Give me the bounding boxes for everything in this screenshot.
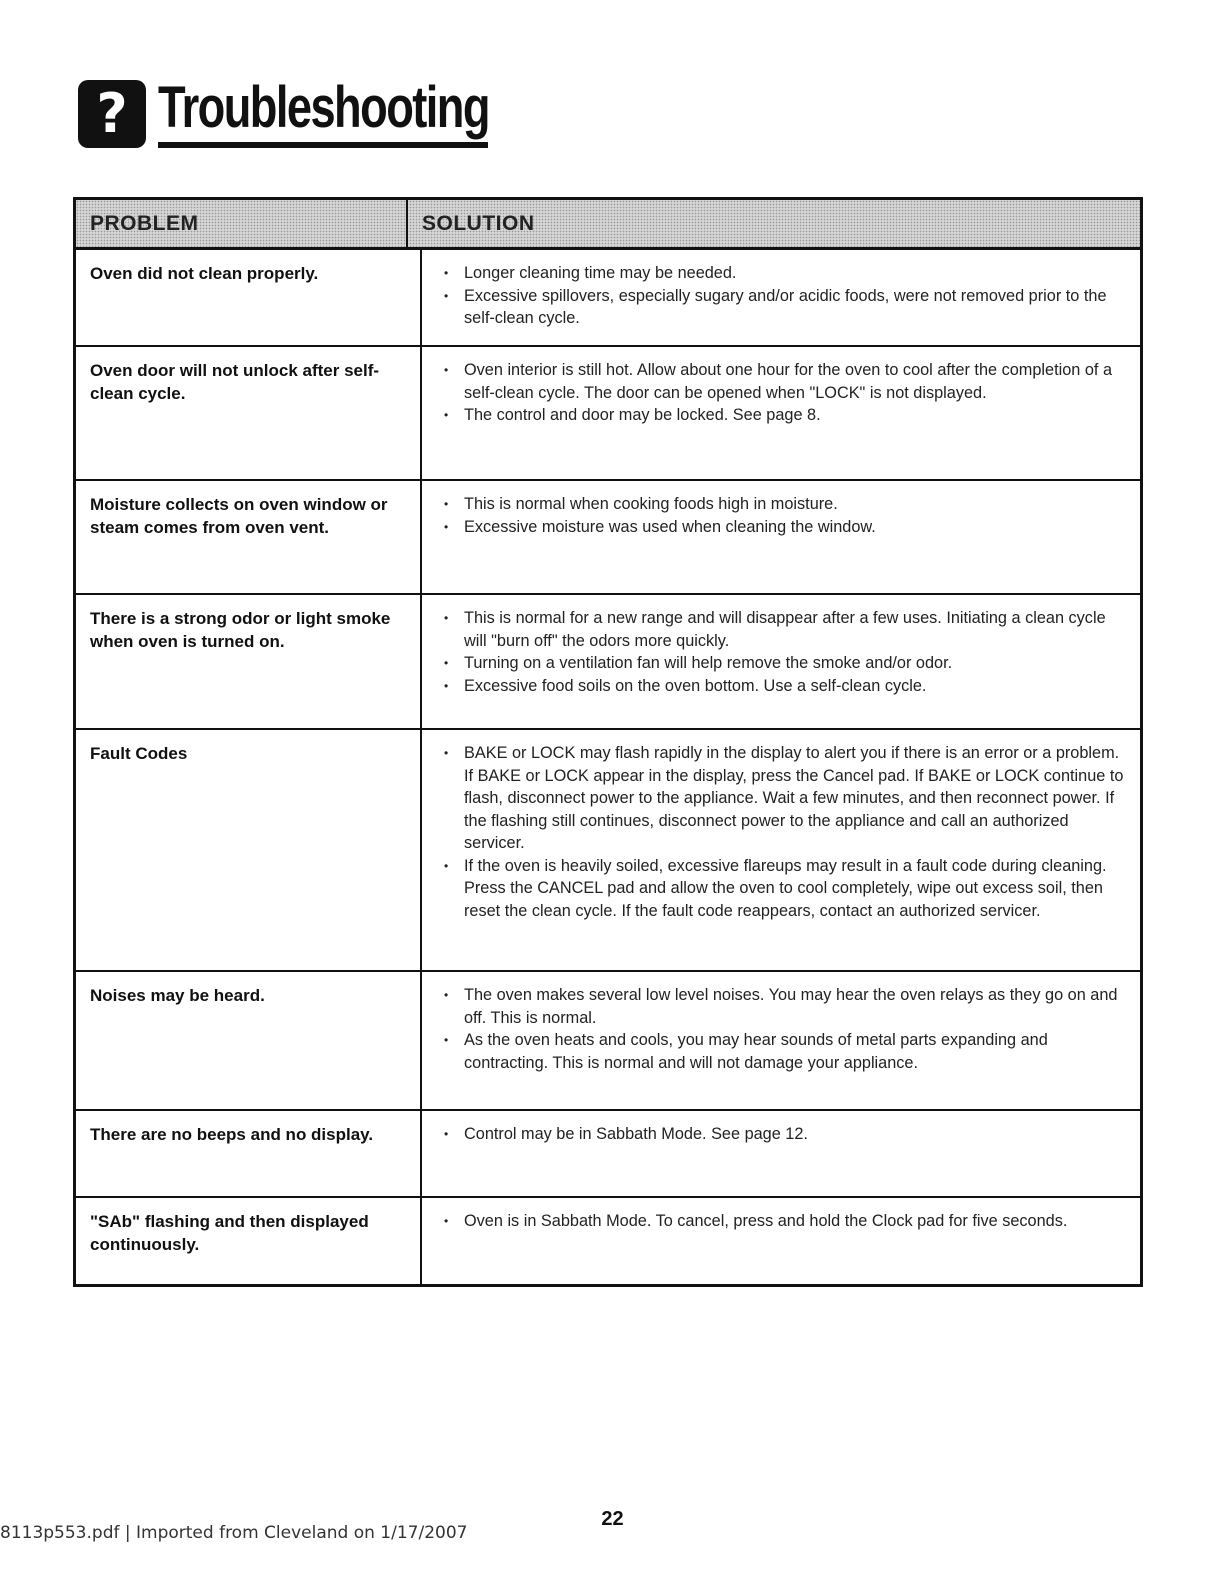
solution-list — [442, 607, 1130, 697]
solution-list — [442, 1210, 1130, 1233]
table-row — [76, 347, 1140, 481]
table-header — [76, 200, 1140, 250]
page-number: 22 — [601, 1508, 624, 1530]
question-mark-icon: ? — [78, 80, 146, 148]
solution-item: • Oven interior is still hot. Allow about one hour for the oven to cool after the completion of a self-clean cycle. The door can be opened when "LOCK" is not displayed. — [442, 359, 1130, 404]
troubleshooting-table — [73, 197, 1143, 1287]
problem-cell: Fault Codes — [76, 730, 422, 970]
solution-list — [442, 359, 1130, 427]
solution-cell — [422, 1111, 1140, 1196]
table-row — [76, 730, 1140, 972]
solution-cell — [422, 972, 1140, 1109]
solution-cell — [422, 730, 1140, 970]
table-row — [76, 1198, 1140, 1284]
problem-cell: Moisture collects on oven window or steam comes from oven vent. — [76, 481, 422, 593]
solution-list — [442, 1123, 1130, 1146]
solution-list — [442, 262, 1130, 330]
solution-item: • If the oven is heavily soiled, excessive flareups may result in a fault code during cleaning. Press the CANCEL pad and allow the oven to cool completely, wipe out excess soil, then reset the clean cycle. If the fault code reappears, contact an authorized servicer. — [442, 855, 1130, 923]
table-row — [76, 972, 1140, 1111]
title-underline — [158, 142, 488, 148]
solution-item: • This is normal when cooking foods high in moisture. — [442, 493, 1130, 516]
solution-item: • Excessive moisture was used when cleaning the window. — [442, 516, 1130, 539]
solution-cell — [422, 347, 1140, 479]
table-body — [76, 250, 1140, 1284]
problem-cell: There is a strong odor or light smoke when oven is turned on. — [76, 595, 422, 728]
solution-item: • Oven is in Sabbath Mode. To cancel, press and hold the Clock pad for five seconds. — [442, 1210, 1130, 1233]
table-row — [76, 250, 1140, 347]
solution-list — [442, 984, 1130, 1074]
solution-item: • The control and door may be locked. See page 8. — [442, 404, 1130, 427]
solution-list — [442, 493, 1130, 538]
solution-cell — [422, 481, 1140, 593]
solution-item: • BAKE or LOCK may flash rapidly in the display to alert you if there is an error or a problem. If BAKE or LOCK appear in the display, press the Cancel pad. If BAKE or LOCK continue to flash, disconnect power to the appliance. Wait a few minutes, and then reconnect power. If the flashing still continues, disconnect power to the appliance and call an authorized servicer. — [442, 742, 1130, 855]
solution-list — [442, 742, 1130, 922]
problem-cell: Noises may be heard. — [76, 972, 422, 1109]
problem-cell: Oven did not clean properly. — [76, 250, 422, 345]
solution-item: • This is normal for a new range and will disappear after a few uses. Initiating a clean cycle will "burn off" the odors more quickly. — [442, 607, 1130, 652]
solution-cell — [422, 595, 1140, 728]
solution-item: • The oven makes several low level noises. You may hear the oven relays as they go on and off. This is normal. — [442, 984, 1130, 1029]
table-row — [76, 1111, 1140, 1198]
solution-item: • As the oven heats and cools, you may hear sounds of metal parts expanding and contracting. This is normal and will not damage your appliance. — [442, 1029, 1130, 1074]
solution-item: • Excessive food soils on the oven bottom. Use a self-clean cycle. — [442, 675, 1130, 698]
solution-cell — [422, 250, 1140, 345]
solution-item: • Longer cleaning time may be needed. — [442, 262, 1130, 285]
table-row — [76, 595, 1140, 730]
solution-item: • Turning on a ventilation fan will help remove the smoke and/or odor. — [442, 652, 1130, 675]
column-header-solution: SOLUTION — [422, 212, 535, 235]
column-header-problem: PROBLEM — [76, 200, 408, 247]
solution-item: • Control may be in Sabbath Mode. See page 12. — [442, 1123, 1130, 1146]
solution-cell — [422, 1198, 1140, 1284]
problem-cell: Oven door will not unlock after self-clean cycle. — [76, 347, 422, 479]
page-header — [78, 72, 488, 152]
table-row — [76, 481, 1140, 595]
solution-item: • Excessive spillovers, especially sugary and/or acidic foods, were not removed prior to the self-clean cycle. — [442, 285, 1130, 330]
page-title: Troubleshooting — [158, 75, 489, 140]
problem-cell: There are no beeps and no display. — [76, 1111, 422, 1196]
problem-cell: "SAb" flashing and then displayed continuously. — [76, 1198, 422, 1284]
footer-note: 8113p553.pdf | Imported from Cleveland on 1/17/2007 — [0, 1523, 468, 1543]
